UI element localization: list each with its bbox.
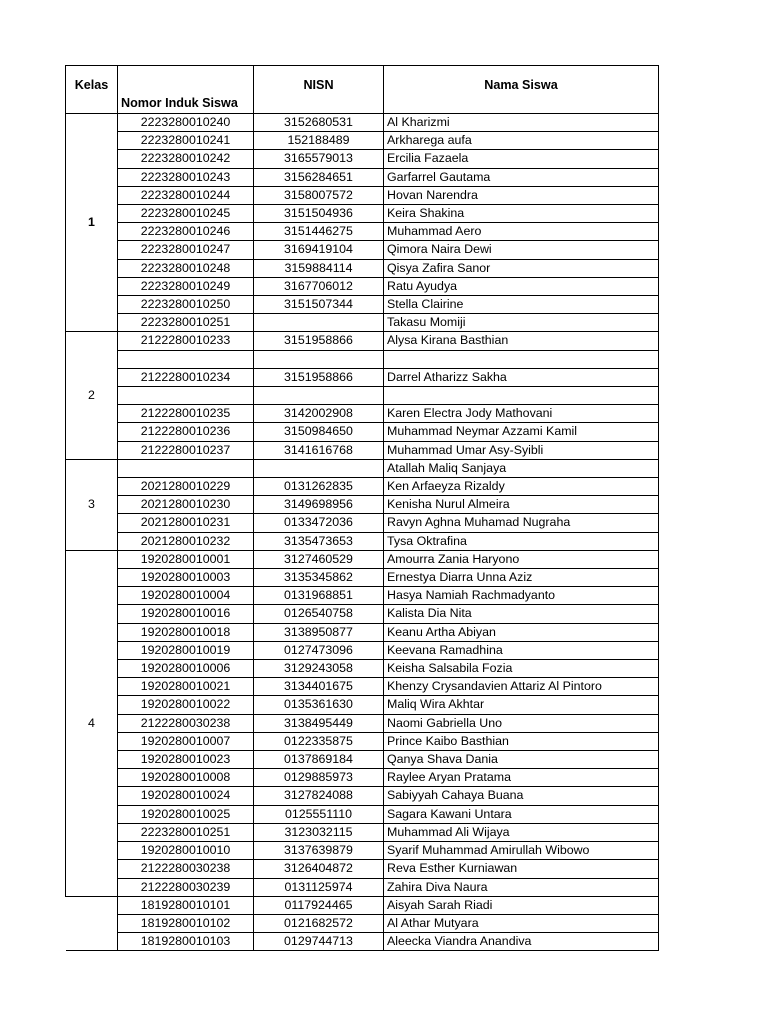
table-row xyxy=(66,496,659,514)
nama-cell: Kalista Dia Nita xyxy=(384,605,659,623)
table-row xyxy=(66,732,659,750)
nisn-cell: 3134401675 xyxy=(254,678,384,696)
table-row xyxy=(66,787,659,805)
table-row xyxy=(66,842,659,860)
nisn-cell: 3165579013 xyxy=(254,150,384,168)
table-row xyxy=(66,168,659,186)
nisn-cell: 0131968851 xyxy=(254,587,384,605)
nisn-cell: 0129744713 xyxy=(254,933,384,951)
nama-cell: Keanu Artha Abiyan xyxy=(384,623,659,641)
nisn-cell: 3149698956 xyxy=(254,496,384,514)
nis-cell: 2223280010248 xyxy=(118,259,254,277)
nisn-cell: 0117924465 xyxy=(254,896,384,914)
nis-cell: 1920280010008 xyxy=(118,769,254,787)
table-row xyxy=(66,332,659,350)
nisn-cell: 3151446275 xyxy=(254,223,384,241)
nis-cell: 2223280010251 xyxy=(118,823,254,841)
table-row xyxy=(66,459,659,477)
table-row xyxy=(66,678,659,696)
nama-cell: Hovan Narendra xyxy=(384,186,659,204)
nisn-cell: 0122335875 xyxy=(254,732,384,750)
nis-cell: 2122280030238 xyxy=(118,860,254,878)
header-nomor-induk-siswa: Nomor Induk Siswa xyxy=(118,66,254,114)
nisn-cell: 3151507344 xyxy=(254,296,384,314)
nis-cell: 2021280010230 xyxy=(118,496,254,514)
nis-cell: 1920280010025 xyxy=(118,805,254,823)
nisn-cell: 3135473653 xyxy=(254,532,384,550)
kelas-cell: 4 xyxy=(66,550,118,896)
nama-cell: Karen Electra Jody Mathovani xyxy=(384,405,659,423)
nis-cell: 1920280010003 xyxy=(118,569,254,587)
nisn-cell xyxy=(254,459,384,477)
nama-cell: Atallah Maliq Sanjaya xyxy=(384,459,659,477)
nis-cell: 1920280010019 xyxy=(118,641,254,659)
nisn-cell: 152188489 xyxy=(254,132,384,150)
table-row xyxy=(66,514,659,532)
table-row xyxy=(66,569,659,587)
table-row xyxy=(66,660,659,678)
nama-cell: Takasu Momiji xyxy=(384,314,659,332)
table-header xyxy=(66,66,659,114)
nisn-cell: 0125551110 xyxy=(254,805,384,823)
nama-cell: Tysa Oktrafina xyxy=(384,532,659,550)
header-kelas: Kelas xyxy=(66,66,118,114)
nisn-cell: 3142002908 xyxy=(254,405,384,423)
nisn-cell xyxy=(254,350,384,368)
nisn-cell: 3152680531 xyxy=(254,114,384,132)
nama-cell: Ercilia Fazaela xyxy=(384,150,659,168)
nis-cell: 1920280010001 xyxy=(118,550,254,568)
nisn-cell: 3151958866 xyxy=(254,332,384,350)
nis-cell: 1920280010024 xyxy=(118,787,254,805)
table-row xyxy=(66,150,659,168)
nisn-cell: 3159884114 xyxy=(254,259,384,277)
nisn-cell xyxy=(254,387,384,405)
nama-cell: Naomi Gabriella Uno xyxy=(384,714,659,732)
nis-cell: 2021280010231 xyxy=(118,514,254,532)
nisn-cell: 0135361630 xyxy=(254,696,384,714)
nisn-cell xyxy=(254,314,384,332)
nisn-cell: 3127824088 xyxy=(254,787,384,805)
nis-cell: 1920280010006 xyxy=(118,660,254,678)
nama-cell: Maliq Wira Akhtar xyxy=(384,696,659,714)
nama-cell: Qisya Zafira Sanor xyxy=(384,259,659,277)
nisn-cell: 3137639879 xyxy=(254,842,384,860)
kelas-cell xyxy=(66,896,118,951)
table-row xyxy=(66,223,659,241)
nis-cell: 2122280010236 xyxy=(118,423,254,441)
table-row xyxy=(66,914,659,932)
table-row xyxy=(66,296,659,314)
table-row xyxy=(66,714,659,732)
nis-cell: 1920280010018 xyxy=(118,623,254,641)
nama-cell: Alysa Kirana Basthian xyxy=(384,332,659,350)
nisn-cell: 3127460529 xyxy=(254,550,384,568)
nisn-cell: 3151504936 xyxy=(254,205,384,223)
nis-cell: 1920280010016 xyxy=(118,605,254,623)
nisn-cell: 0129885973 xyxy=(254,769,384,787)
nis-cell: 2122280030238 xyxy=(118,714,254,732)
nisn-cell: 0121682572 xyxy=(254,914,384,932)
nisn-cell: 0131125974 xyxy=(254,878,384,896)
nis-cell: 1920280010007 xyxy=(118,732,254,750)
nama-cell: Sabiyyah Cahaya Buana xyxy=(384,787,659,805)
nis-cell: 2223280010245 xyxy=(118,205,254,223)
nama-cell: Syarif Muhammad Amirullah Wibowo xyxy=(384,842,659,860)
nisn-cell: 0126540758 xyxy=(254,605,384,623)
nis-cell: 2223280010244 xyxy=(118,186,254,204)
table-row xyxy=(66,277,659,295)
table-row xyxy=(66,769,659,787)
table-row xyxy=(66,478,659,496)
nis-cell: 1920280010023 xyxy=(118,751,254,769)
nama-cell: Keira Shakina xyxy=(384,205,659,223)
nisn-cell: 3158007572 xyxy=(254,186,384,204)
nisn-cell: 3151958866 xyxy=(254,368,384,386)
table-row xyxy=(66,441,659,459)
table-row xyxy=(66,186,659,204)
header-nama-siswa: Nama Siswa xyxy=(384,66,659,114)
nis-cell: 2223280010242 xyxy=(118,150,254,168)
nis-cell: 2021280010229 xyxy=(118,478,254,496)
header-row xyxy=(66,66,659,114)
nama-cell: Hasya Namiah Rachmadyanto xyxy=(384,587,659,605)
nis-cell: 1819280010102 xyxy=(118,914,254,932)
nisn-cell: 0133472036 xyxy=(254,514,384,532)
nama-cell: Amourra Zania Haryono xyxy=(384,550,659,568)
kelas-cell: 3 xyxy=(66,459,118,550)
nis-cell xyxy=(118,387,254,405)
nis-cell: 2021280010232 xyxy=(118,532,254,550)
nis-cell: 2122280010233 xyxy=(118,332,254,350)
nis-cell: 1920280010022 xyxy=(118,696,254,714)
table-row xyxy=(66,368,659,386)
nisn-cell: 3123032115 xyxy=(254,823,384,841)
table-row xyxy=(66,860,659,878)
table-row xyxy=(66,933,659,951)
kelas-cell: 2 xyxy=(66,332,118,459)
table-row xyxy=(66,532,659,550)
nama-cell: Prince Kaibo Basthian xyxy=(384,732,659,750)
table-row xyxy=(66,241,659,259)
nisn-cell: 3129243058 xyxy=(254,660,384,678)
nama-cell: Ratu Ayudya xyxy=(384,277,659,295)
nis-cell: 2223280010241 xyxy=(118,132,254,150)
table-row xyxy=(66,823,659,841)
table-row xyxy=(66,205,659,223)
nama-cell: Kenisha Nurul Almeira xyxy=(384,496,659,514)
nama-cell: Stella Clairine xyxy=(384,296,659,314)
nisn-cell: 3138950877 xyxy=(254,623,384,641)
nis-cell: 2122280010235 xyxy=(118,405,254,423)
table-row xyxy=(66,696,659,714)
nis-cell: 2122280010237 xyxy=(118,441,254,459)
nama-cell: Qimora Naira Dewi xyxy=(384,241,659,259)
nisn-cell: 3126404872 xyxy=(254,860,384,878)
nis-cell: 2122280030239 xyxy=(118,878,254,896)
table-row xyxy=(66,605,659,623)
nama-cell: Al Kharizmi xyxy=(384,114,659,132)
nama-cell: Sagara Kawani Untara xyxy=(384,805,659,823)
nisn-cell: 3169419104 xyxy=(254,241,384,259)
table-row xyxy=(66,132,659,150)
nisn-cell: 0127473096 xyxy=(254,641,384,659)
nama-cell: Al Athar Mutyara xyxy=(384,914,659,932)
table-row xyxy=(66,259,659,277)
nama-cell: Garfarrel Gautama xyxy=(384,168,659,186)
student-table xyxy=(65,65,659,951)
table-row xyxy=(66,350,659,368)
nisn-cell: 3138495449 xyxy=(254,714,384,732)
header-nisn: NISN xyxy=(254,66,384,114)
nis-cell: 1920280010004 xyxy=(118,587,254,605)
table-row xyxy=(66,114,659,132)
nisn-cell: 0137869184 xyxy=(254,751,384,769)
nis-cell: 2223280010247 xyxy=(118,241,254,259)
nama-cell xyxy=(384,350,659,368)
nama-cell: Muhammad Umar Asy-Syibli xyxy=(384,441,659,459)
table-row xyxy=(66,878,659,896)
table-row xyxy=(66,314,659,332)
nama-cell: Aleecka Viandra Anandiva xyxy=(384,933,659,951)
table-row xyxy=(66,405,659,423)
nama-cell: Raylee Aryan Pratama xyxy=(384,769,659,787)
table-row xyxy=(66,623,659,641)
table-row xyxy=(66,587,659,605)
nama-cell: Keevana Ramadhina xyxy=(384,641,659,659)
nama-cell: Muhammad Aero xyxy=(384,223,659,241)
nama-cell xyxy=(384,387,659,405)
nama-cell: Reva Esther Kurniawan xyxy=(384,860,659,878)
nisn-cell: 3156284651 xyxy=(254,168,384,186)
nis-cell: 1920280010021 xyxy=(118,678,254,696)
table-row xyxy=(66,805,659,823)
nisn-cell: 3167706012 xyxy=(254,277,384,295)
nis-cell: 2223280010251 xyxy=(118,314,254,332)
nama-cell: Aisyah Sarah Riadi xyxy=(384,896,659,914)
nis-cell: 1920280010010 xyxy=(118,842,254,860)
nama-cell: Ken Arfaeyza Rizaldy xyxy=(384,478,659,496)
nama-cell: Zahira Diva Naura xyxy=(384,878,659,896)
nisn-cell: 3135345862 xyxy=(254,569,384,587)
nis-cell: 1819280010101 xyxy=(118,896,254,914)
nis-cell: 2223280010243 xyxy=(118,168,254,186)
nis-cell xyxy=(118,459,254,477)
nama-cell: Muhammad Ali Wijaya xyxy=(384,823,659,841)
table-row xyxy=(66,550,659,568)
nis-cell xyxy=(118,350,254,368)
nis-cell: 2223280010240 xyxy=(118,114,254,132)
nis-cell: 2223280010249 xyxy=(118,277,254,295)
kelas-cell: 1 xyxy=(66,114,118,332)
nama-cell: Ernestya Diarra Unna Aziz xyxy=(384,569,659,587)
table-row xyxy=(66,387,659,405)
table-row xyxy=(66,751,659,769)
nisn-cell: 0131262835 xyxy=(254,478,384,496)
nis-cell: 2122280010234 xyxy=(118,368,254,386)
nama-cell: Darrel Atharizz Sakha xyxy=(384,368,659,386)
table-row xyxy=(66,896,659,914)
nama-cell: Ravyn Aghna Muhamad Nugraha xyxy=(384,514,659,532)
nis-cell: 1819280010103 xyxy=(118,933,254,951)
nama-cell: Arkharega aufa xyxy=(384,132,659,150)
nis-cell: 2223280010250 xyxy=(118,296,254,314)
nama-cell: Qanya Shava Dania xyxy=(384,751,659,769)
nisn-cell: 3141616768 xyxy=(254,441,384,459)
nis-cell: 2223280010246 xyxy=(118,223,254,241)
nama-cell: Khenzy Crysandavien Attariz Al Pintoro xyxy=(384,678,659,696)
nisn-cell: 3150984650 xyxy=(254,423,384,441)
table-body xyxy=(66,114,659,951)
table-row xyxy=(66,641,659,659)
nama-cell: Keisha Salsabila Fozia xyxy=(384,660,659,678)
table-row xyxy=(66,423,659,441)
nama-cell: Muhammad Neymar Azzami Kamil xyxy=(384,423,659,441)
